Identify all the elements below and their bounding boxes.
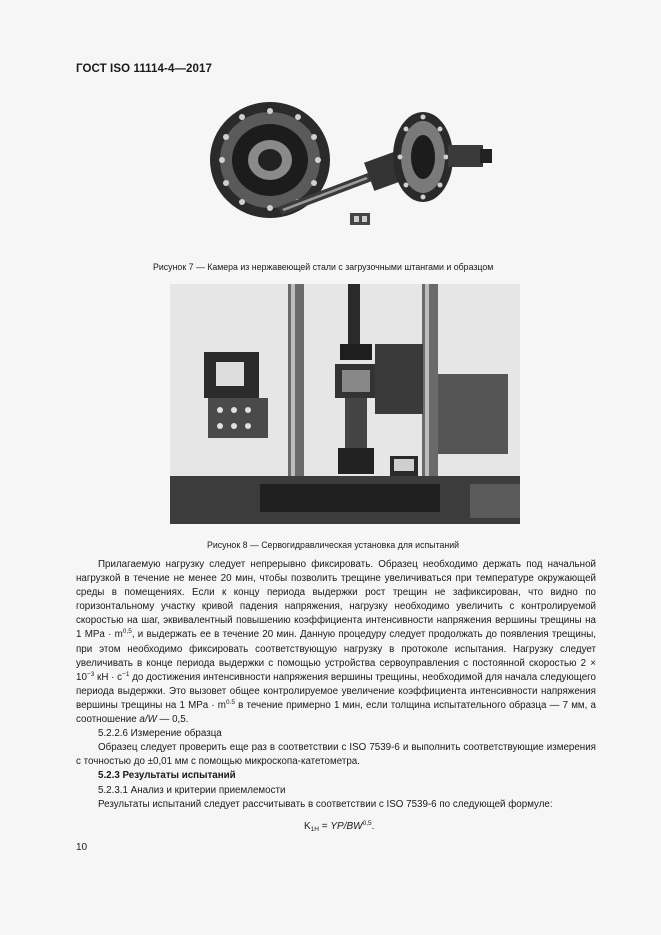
figure-8-photo (170, 284, 520, 524)
section-5-2-3-1-heading: 5.2.3.1 Анализ и критерии приемлемости (98, 784, 286, 796)
section-5-2-2-6-heading: 5.2.2.6 Измерение образца (98, 728, 222, 740)
body-text (76, 558, 596, 812)
paragraph-results-calculation: Результаты испытаний следует рассчитывать в соответствии с ISO 7539-6 по следующей формуле: (98, 798, 553, 810)
page-number: 10 (76, 842, 88, 853)
standard-header: ГОСТ ISO 11114-4—2017 (76, 63, 213, 75)
formula-k1h: $K_{1H} = YP/BW^{0,5}$. (304, 820, 375, 833)
paragraph-specimen-measurement: Образец следует проверить еще раз в соответствии с ISO 7539-6 и выполнить соответствующие измерения с точностью до ±0,01 мм с помощью микроскопа-катетометра. (76, 742, 596, 768)
paragraph-load-procedure: Прилагаемую нагрузку следует непрерывно фиксировать. Образец необходимо держать под начальной нагрузкой в течение не менее 20 мин, чтобы позволить трещине увеличиваться при температуре окружающей среды в помещениях. Если к концу периода выдержки рост трещин не зафиксирован, что видно по горизонтальному участку кривой падения напряжения, нагрузку необходимо увеличить с контролируемой скоростью на шаг, эквивалентный повышению коэффициента интенсивности напряжения вершины трещины на 1 MPa · $m^{0,5}$, и выдержать ее в течение 20 мин. Данную процедуру следует продолжать до появления трещины, при этом необходимо фиксировать соответствующую нагрузку в протоколе испытания. Нагрузку следует увеличивать в конце периода выдержки с помощью устройства сервоуправления с постоянной скоростью $2 \times 10^{-3}$ кН · $с^{-1}$ до достижения интенсивности напряжения вершины трещины, необходимой для начала следующего периода выдержки. Это вызовет общее контролируемое увеличение коэффициента интенсивности напряжения вершины трещины на 1 MPa · $m^{0.5}$ в течение примерно 1 мин, если толщина испытательного образца — 7 мм, а соотношение a/W — 0,5. (76, 559, 596, 726)
section-5-2-3-heading: 5.2.3 Результаты испытаний (98, 770, 236, 782)
figure-8-caption: Рисунок 8 — Сервогидравлическая установка для испытаний (207, 540, 460, 550)
figure-7-caption: Рисунок 7 — Камера из нержавеющей стали с загрузочными штангами и образцом (153, 262, 494, 272)
figure-7-photo (198, 95, 498, 230)
